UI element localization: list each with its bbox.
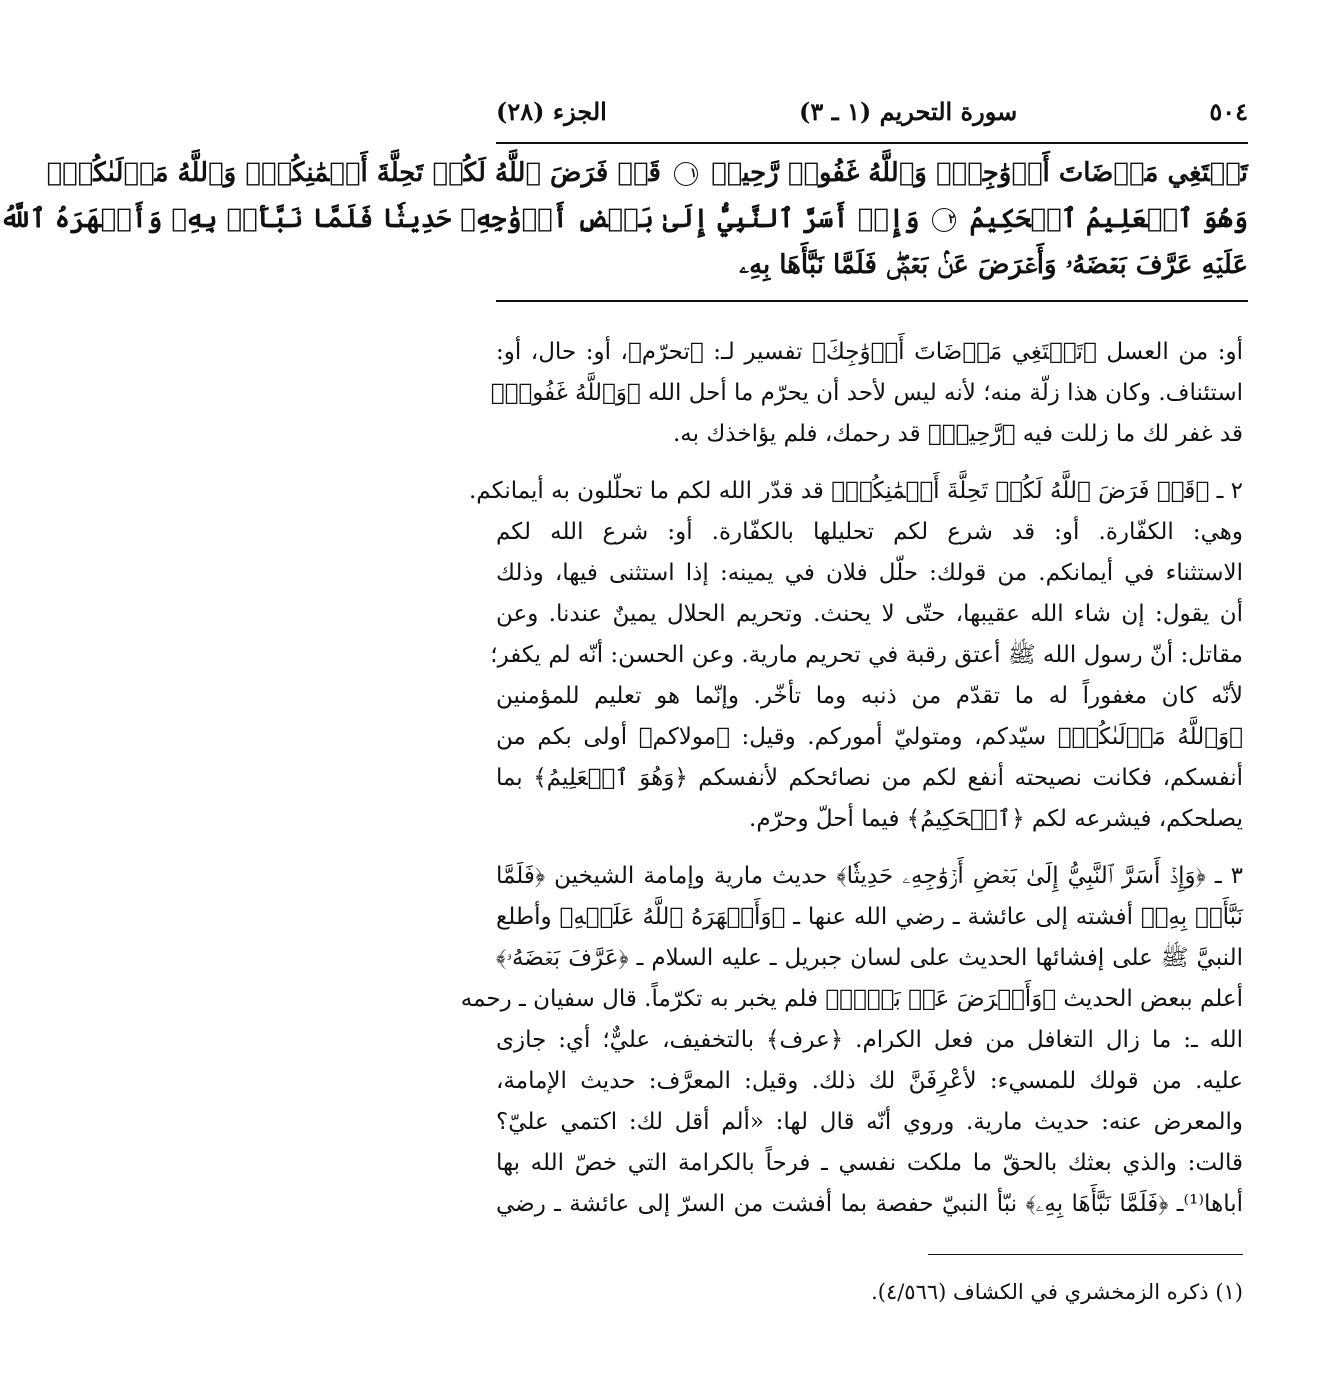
text-line: أن يقول: إن شاء الله عقيبها، حتّى لا يحنث. وتحريم الحلال يمينٌ عندنا. وعن [496, 601, 1243, 627]
paragraph-2 [469, 471, 1243, 840]
text-line: النبيَّ ﷺ على إفشائها الحديث على لسان جبريل ـ عليه السلام ـ ﴿عَرَّفَ بَعۡضَهُۥ﴾ [496, 945, 1243, 971]
quran-verses [0, 150, 1248, 288]
text-line: وهي: الكفّارة. أو: قد شرع لكم تحليلها بالكفّارة. أو: شرع الله لكم [496, 519, 1243, 545]
text-line: والمعرض عنه: حديث مارية. وروي أنّه قال لها: «ألم أقل لك: اكتمي عليّ؟ [496, 1109, 1243, 1135]
text-line: الاستثناء في أيمانكم. من قولك: حلّل فلان في يمينه: إذا استثنى فيها، وذلك [496, 560, 1243, 586]
text-line: أنفسكم، فكانت نصيحته أنفع لكم من نصائحكم لأنفسكم ﴿وَهُوَ ٱلۡعَلِيمُ﴾ بما [496, 765, 1243, 791]
text-line: نَبَّأَتۡ بِهِۦ﴾ أفشته إلى عائشة ـ رضي الله عنها ـ ﴿وَأَظۡهَرَهُ ٱللَّهُ عَلَيۡهِ﴾ وأطلع [496, 904, 1243, 930]
quran-line: تَبۡتَغِي مَرۡضَاتَ أَزۡوَٰجِكَۚ وَٱللَّهُ غَفُورٞ رَّحِيمٞ ١ قَدۡ فَرَضَ ٱللَّهُ لَكُمۡ تَحِلَّةَ أَيۡمَٰنِكُمۡۚ وَٱللَّهُ مَوۡلَىٰكُمۡۖ [46, 158, 1248, 188]
text-line: ٢ ـ ﴿قَدۡ فَرَضَ ٱللَّهُ لَكُمۡ تَحِلَّةَ أَيۡمَٰنِكُمۡ﴾ قد قدّر الله لكم ما تحلّلون به أيمانكم. [469, 478, 1243, 504]
text-line: أباها⁽¹⁾ـ ﴿فَلَمَّا نَبَّأَهَا بِهِۦ﴾ نبّأ النبيّ حفصة بما أفشت من السرّ إلى عائشة ـ رضي [496, 1191, 1243, 1217]
page-number: ٥٠٤ [1209, 96, 1248, 126]
page-header [496, 86, 1248, 136]
juz-label: الجزء (٢٨) [496, 96, 607, 126]
text-line: استئناف. وكان هذا زلّة منه؛ لأنه ليس لأحد أن يحرّم ما أحل الله ﴿وَٱللَّهُ غَفُورٞ﴾ [490, 380, 1243, 406]
paragraph-1 [490, 332, 1243, 455]
ayah-number-marker: ١ [674, 162, 698, 186]
text-line: ٣ ـ ﴿وَإِذۡ أَسَرَّ ٱلنَّبِيُّ إِلَىٰ بَعۡضِ أَزۡوَٰجِهِۦ حَدِيثٗا﴾ حديث مارية وإمامة الشيخين ﴿فَلَمَّا [496, 863, 1243, 889]
text-line: قالت: والذي بعثك بالحقّ ما ملكت نفسي ـ فرحاً بالكرامة التي خصّ الله بها [496, 1150, 1243, 1176]
surah-title: سورة التحريم (١ ـ ٣) [798, 96, 1018, 126]
text-line: أو: من العسل ﴿تَبۡتَغِي مَرۡضَاتَ أَزۡوَٰجِكَ﴾ تفسير لـ: ﴿تحرّم﴾، أو: حال، أو: [496, 339, 1243, 365]
header-divider [496, 142, 1248, 144]
footnote-divider [928, 1254, 1243, 1255]
paragraph-3 [460, 856, 1243, 1225]
tafsir-body [460, 332, 1243, 1241]
text-line: ﴿وَٱللَّهُ مَوۡلَىٰكُمۡ﴾ سيّدكم، ومتوليّ أموركم. وقيل: ﴿مولاكم﴾ أولى بكم من [496, 724, 1243, 750]
text-line: الله ـ: ما زال التغافل من فعل الكرام. ﴿عرف﴾ بالتخفيف، عليٌّ؛ أي: جازى [496, 1027, 1243, 1053]
text-line: أعلم ببعض الحديث ﴿وَأَعۡرَضَ عَنۢ بَعۡضٖ﴾ فلم يخبر به تكرّماً. قال سفيان ـ رحمه [460, 986, 1243, 1012]
text-line: عليه. من قولك للمسيء: لأعْرِفَنَّ لك ذلك. وقيل: المعرَّف: حديث الإمامة، [496, 1068, 1243, 1094]
quran-line: وَهُوَ ٱلۡعَلِيمُ ٱلۡحَكِيمُ ٢ وَإِذۡ أَسَرَّ ٱلنَّبِيُّ إِلَىٰ بَعۡضِ أَزۡوَٰجِهِۦ حَدِيثٗا فَلَمَّا نَبَّأَتۡ بِهِۦ وَأَظۡهَرَهُ ٱللَّهُ [0, 204, 1248, 234]
text-line: لأنّه كان مغفوراً له ما تقدّم من ذنبه وما تأخّر. وإنّما هو تعليم للمؤمنين [496, 683, 1243, 709]
ayah-number-marker: ٢ [932, 208, 956, 232]
footnote: (١) ذكره الزمخشري في الكشاف (٤/٥٦٦). [871, 1280, 1243, 1304]
text-line: يصلحكم، فيشرعه لكم ﴿ٱلۡحَكِيمُ﴾ فيما أحلّ وحرّم. [749, 806, 1243, 832]
text-line: مقاتل: أنّ رسول الله ﷺ أعتق رقبة في تحريم مارية. وعن الحسن: أنّه لم يكفر؛ [490, 642, 1243, 668]
text-line: قد غفر لك ما زللت فيه ﴿رَّحِيمٞ﴾ قد رحمك، فلم يؤاخذك به. [673, 421, 1243, 447]
verses-divider [496, 300, 1248, 302]
quran-line: عَلَيۡهِ عَرَّفَ بَعۡضَهُۥ وَأَعۡرَضَ عَنۢ بَعۡضٖۖ فَلَمَّا نَبَّأَهَا بِهِۦ [739, 250, 1248, 280]
